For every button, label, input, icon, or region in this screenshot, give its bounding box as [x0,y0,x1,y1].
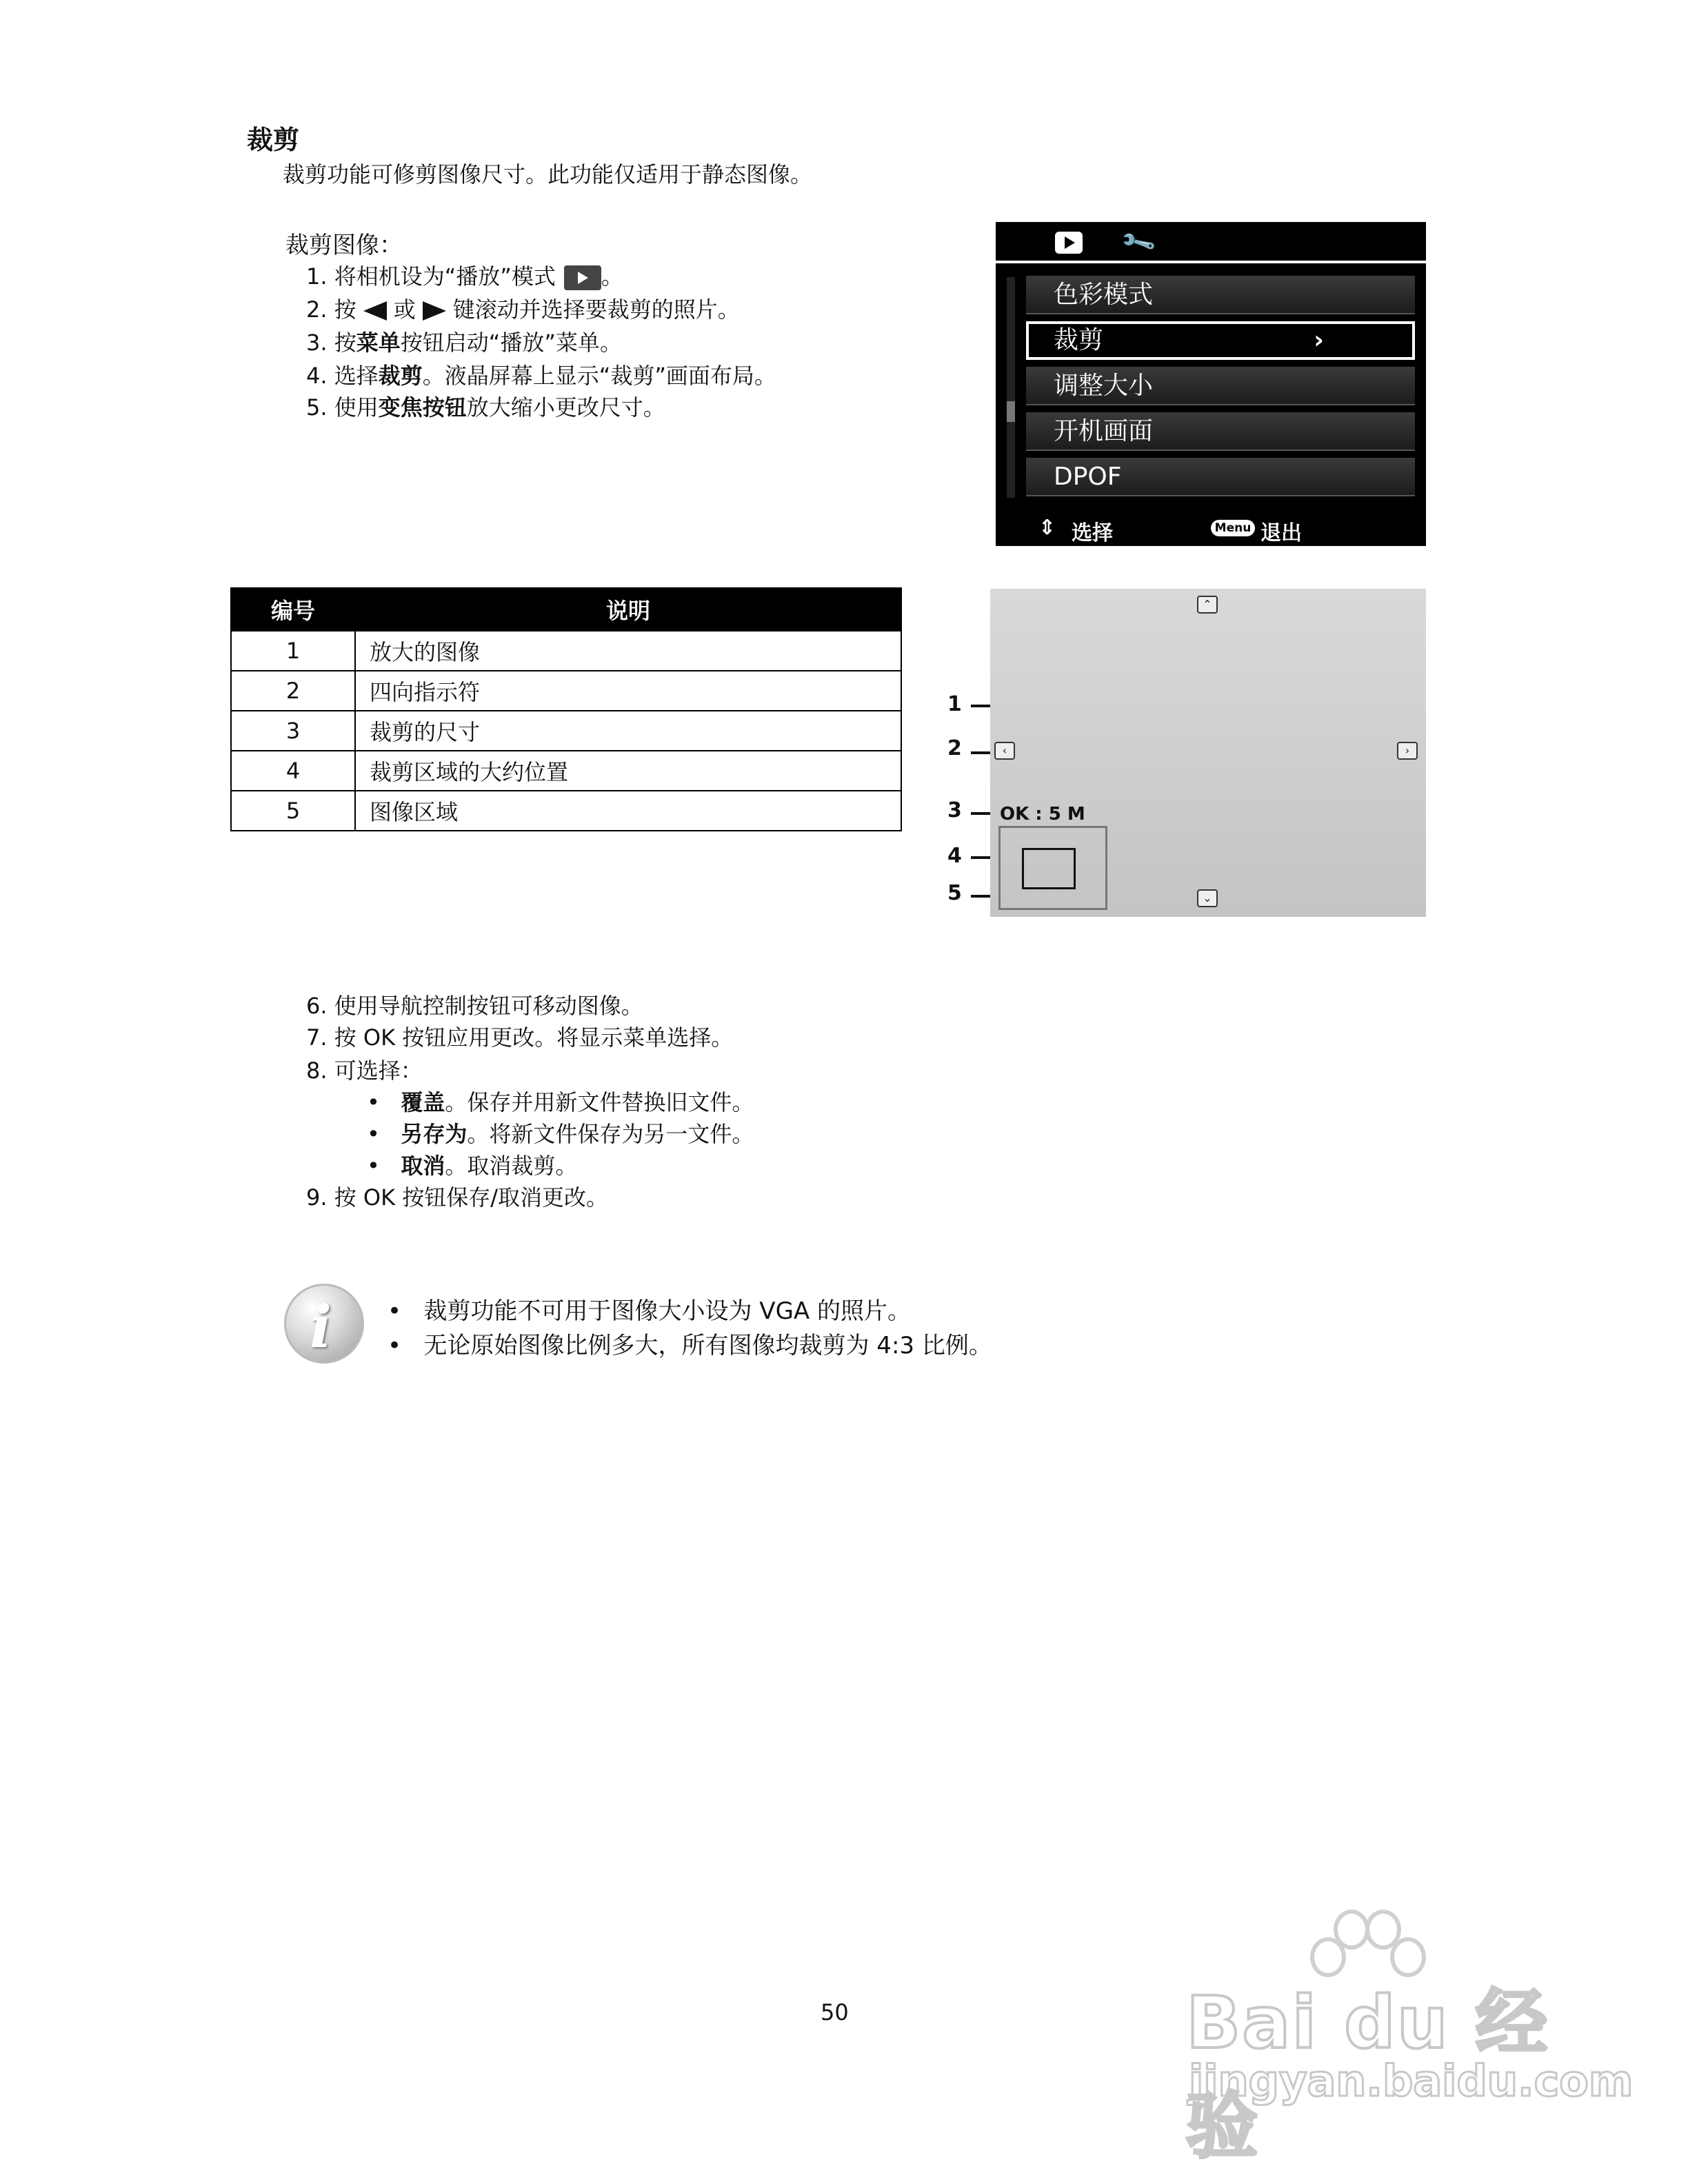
menu-item-label: 开机画面 [1054,417,1154,445]
bullet: • [367,1153,380,1179]
menu-item-startup-image[interactable] [1026,412,1415,451]
bullet: • [388,1297,402,1325]
updown-arrow-icon: ⇕ [1038,516,1056,540]
menu-item-label: 调整大小 [1054,372,1154,400]
table-row [231,711,901,751]
table-row [231,631,901,671]
right-arrow-icon [423,301,446,321]
step-3 [306,325,622,357]
step-4 [306,358,776,390]
bullet: • [367,1089,380,1115]
info-icon-letter: i [310,1293,332,1361]
table-header-row [231,588,901,631]
callout-2: 2 [947,736,962,760]
step-2 [306,292,740,324]
step-8: 8. 可选择： [306,1058,423,1084]
step-1-text: 1. 将相机设为“播放”模式 [306,263,556,290]
menu-scrollbar-thumb [1007,401,1015,422]
crop-screen-diagram [990,589,1426,917]
option-3-rest: 。取消裁剪。 [445,1153,578,1179]
step-5 [306,390,665,422]
play-icon [1055,232,1083,254]
row-number: 3 [231,711,355,751]
page-number: 50 [821,1999,849,2025]
step-4-bold: 裁剪 [378,363,423,389]
menu-scrollbar [1007,277,1015,498]
step-5-bold: 变焦按钮 [378,394,467,421]
menu-item-crop[interactable] [1026,321,1415,360]
note-2-text: 无论原始图像比例多大，所有图像均裁剪为 4:3 比例。 [423,1332,992,1359]
header-description: 说明 [355,588,901,631]
watermark-sub: jingyan.baidu.com [1189,2056,1634,2106]
row-number: 5 [231,791,355,831]
step-3-pre: 3. 按 [306,330,356,356]
option-3-bold: 取消 [401,1153,445,1179]
option-cancel [367,1149,577,1180]
step-6: 6. 使用导航控制按钮可移动图像。 [306,993,643,1019]
row-description: 放大的图像 [355,631,901,671]
right-arrow-indicator-icon: › [1397,742,1418,760]
step-3-post: 按钮启动“播放”菜单。 [400,330,622,356]
row-description: 裁剪的尺寸 [355,711,901,751]
bullet: • [367,1121,380,1147]
wrench-icon: 🔧 [1118,223,1158,262]
sub-title: 裁剪图像： [285,232,403,259]
table-row [231,751,901,791]
chevron-right-icon: › [1314,326,1324,354]
step-1 [306,259,623,291]
note-1-text: 裁剪功能不可用于图像大小设为 VGA 的照片。 [423,1297,911,1325]
camera-playback-menu [996,222,1426,546]
option-1-rest: 。保存并用新文件替换旧文件。 [445,1089,754,1115]
step-3-bold: 菜单 [356,330,401,356]
row-description: 四向指示符 [355,671,901,711]
option-2-bold: 另存为 [401,1121,468,1147]
step-2-pre: 2. 按 [306,296,356,323]
step-2-post: 键滚动并选择要裁剪的照片。 [452,296,740,323]
row-number: 4 [231,751,355,791]
table-row [231,671,901,711]
bullet: • [388,1332,402,1359]
menu-item-label: 色彩模式 [1054,281,1154,309]
footer-select-label: 选择 [1072,521,1113,545]
menu-item-color-mode[interactable] [1026,276,1415,314]
menu-item-label: DPOF [1054,463,1122,491]
intro-text: 裁剪功能可修剪图像尺寸。此功能仅适用于静态图像。 [283,161,813,188]
option-1-bold: 覆盖 [401,1089,445,1115]
menu-topbar [996,222,1426,263]
footer-exit-label: 退出 [1260,521,1302,545]
baidu-watermark [1186,1903,1634,2168]
callout-3: 3 [947,798,962,822]
menu-item-resize[interactable] [1026,367,1415,405]
step-1-end: 。 [601,263,623,290]
up-arrow-icon: ⌃ [1197,596,1218,614]
menu-item-dpof[interactable] [1026,458,1415,496]
step-2-or: 或 [393,296,416,323]
option-overwrite [367,1085,754,1117]
callout-1: 1 [947,692,962,716]
option-2-rest: 。将新文件保存为另一文件。 [467,1121,754,1147]
step-5-pre: 5. 使用 [306,394,379,421]
menu-footer [996,512,1426,546]
info-icon [284,1284,364,1364]
legend-table [230,587,902,831]
step-4-post: 。液晶屏幕上显示“裁剪”画面布局。 [422,363,776,389]
step-4-pre: 4. 选择 [306,363,379,389]
playback-mode-icon [564,265,601,290]
left-arrow-icon [363,301,387,321]
left-arrow-indicator-icon: ‹ [994,742,1015,760]
callout-4: 4 [947,844,962,868]
menu-item-label: 裁剪 [1054,326,1104,354]
row-description: 裁剪区域的大约位置 [355,751,901,791]
row-number: 2 [231,671,355,711]
note-1 [388,1292,911,1326]
header-number: 编号 [231,588,355,631]
watermark-main: Bai du 经验 [1186,1981,1549,2168]
option-save-as [367,1117,754,1149]
menu-button-icon: Menu [1211,520,1255,536]
step-5-post: 放大缩小更改尺寸。 [466,394,665,421]
crop-area-box [1022,848,1076,889]
callout-5: 5 [947,881,962,905]
step-9: 9. 按 OK 按钮保存/取消更改。 [306,1184,609,1211]
step-7: 7. 按 OK 按钮应用更改。将显示菜单选择。 [306,1024,734,1051]
section-title: 裁剪 [247,125,300,155]
row-number: 1 [231,631,355,671]
table-row [231,791,901,831]
crop-size-text: OK : 5 M [1000,804,1085,825]
row-description: 图像区域 [355,791,901,831]
note-2 [388,1326,992,1360]
down-arrow-icon: ⌄ [1197,889,1218,907]
